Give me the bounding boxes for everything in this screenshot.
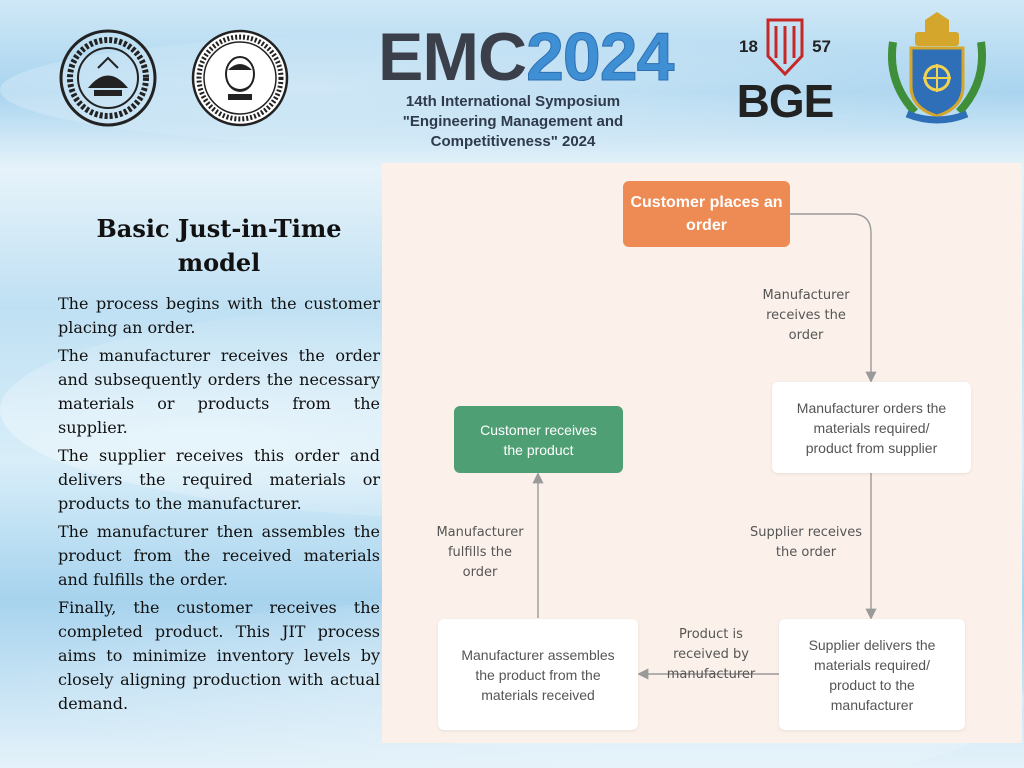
emc-subtitle-line: 14th International Symposium (405, 93, 621, 110)
label-supplier-receives-order: Supplier receives the order (750, 525, 862, 560)
label-product-received: Product is received by manufacturer (666, 627, 756, 682)
node-manufacturer-assembles: Manufacturer assembles the product from the materials received (438, 619, 638, 730)
header-bar (0, 0, 1024, 160)
bge-emblem-icon (766, 18, 804, 76)
paragraph: The manufacturer then assembles the product from the received materials and fulfills the order. (58, 522, 380, 589)
paragraph: Finally, the customer receives the completed product. This JIT process aims to minimize inventory levels by closely aligning production with actual demand. (58, 598, 380, 713)
node-supplier-delivers: Supplier delivers the materials required/ product to the manufacturer (779, 619, 965, 730)
slide-title-line1: Basic Just-in-Time (96, 214, 342, 243)
label-manufacturer-receives-order: Manufacturer receives the order (762, 288, 850, 343)
jit-flow-diagram (382, 163, 1022, 743)
bge-years (735, 18, 835, 76)
slide-title-line2: model (177, 248, 261, 277)
paragraph: The process begins with the customer placing an order. (58, 294, 380, 337)
paragraph: The supplier receives this order and delivers the required materials or products to the manufacturer. (58, 446, 380, 513)
emc-title-text: EMC (378, 19, 527, 95)
bge-year-right: 57 (812, 37, 831, 56)
bge-logo (735, 18, 835, 138)
emc-subtitle-line: "Engineering Management and (402, 113, 624, 130)
text-panel (58, 212, 380, 720)
slide-title (58, 212, 380, 280)
node-customer-places-order: Customer places an order (623, 181, 790, 247)
emc-title-year: 2024 (526, 19, 674, 95)
university-seal-logo (58, 28, 158, 128)
faculty-seal-logo (190, 28, 290, 128)
node-manufacturer-orders: Manufacturer orders the materials required/ product from supplier (772, 382, 971, 473)
bge-year-left: 18 (739, 37, 758, 56)
emc-subtitle-line: Competitiveness" 2024 (430, 133, 596, 150)
label-manufacturer-fulfills: Manufacturer fulfills the order (436, 525, 524, 580)
paragraph: The manufacturer receives the order and subsequently orders the necessary materials or products from the supplier. (58, 346, 380, 437)
bge-name: BGE (736, 75, 834, 127)
emc-title (378, 19, 674, 95)
emc2024-logo (378, 19, 674, 152)
coat-of-arms-logo (885, 12, 989, 128)
node-customer-receives: Customer receives the product (454, 406, 623, 473)
